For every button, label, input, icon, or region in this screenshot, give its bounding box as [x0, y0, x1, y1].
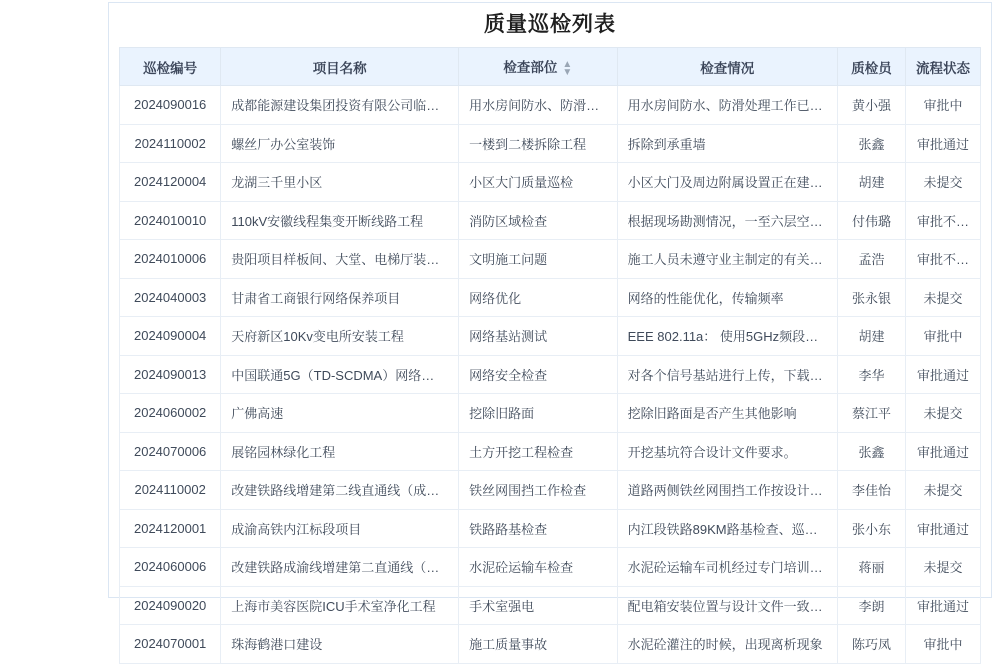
cell-code[interactable]: 2024070006: [120, 432, 221, 471]
cell-code[interactable]: 2024070001: [120, 625, 221, 664]
table-row[interactable]: [120, 86, 981, 125]
column-header-detail-label: 检查情况: [700, 60, 755, 76]
cell-inspector: 胡建: [837, 317, 905, 356]
cell-project[interactable]: 广佛高速: [221, 394, 459, 433]
cell-project[interactable]: 改建铁路成渝线增建第二直通线（…: [221, 548, 459, 587]
cell-detail: 对各个信号基站进行上传，下载…: [617, 355, 837, 394]
cell-project[interactable]: 成渝高铁内江标段项目: [221, 509, 459, 548]
cell-project[interactable]: 贵阳项目样板间、大堂、电梯厅装…: [221, 240, 459, 279]
column-header-code-label: 巡检编号: [143, 60, 198, 76]
cell-part: 小区大门质量巡检: [459, 163, 618, 202]
cell-part: 网络优化: [459, 278, 618, 317]
cell-project[interactable]: 110kV安徽线程集变开断线路工程: [221, 201, 459, 240]
cell-part: 文明施工问题: [459, 240, 618, 279]
table-row[interactable]: [120, 432, 981, 471]
cell-project[interactable]: 上海市美容医院ICU手术室净化工程: [221, 586, 459, 625]
cell-inspector: 李佳怡: [837, 471, 905, 510]
table-row[interactable]: [120, 471, 981, 510]
status-badge: 未提交: [906, 278, 981, 317]
column-header-project[interactable]: [221, 48, 459, 86]
cell-inspector: 张永银: [837, 278, 905, 317]
cell-project[interactable]: 中国联通5G（TD-SCDMA）网络…: [221, 355, 459, 394]
cell-code[interactable]: 2024090016: [120, 86, 221, 125]
cell-inspector: 黄小强: [837, 86, 905, 125]
cell-project[interactable]: 成都能源建设集团投资有限公司临…: [221, 86, 459, 125]
status-badge: 审批通过: [906, 586, 981, 625]
cell-project[interactable]: 展铭园林绿化工程: [221, 432, 459, 471]
table-row[interactable]: [120, 355, 981, 394]
cell-detail: 道路两侧铁丝网围挡工作按设计…: [617, 471, 837, 510]
column-header-inspector-label: 质检员: [851, 60, 892, 76]
cell-part: 水泥砼运输车检查: [459, 548, 618, 587]
table-body: [120, 86, 981, 664]
column-header-status[interactable]: [906, 48, 981, 86]
cell-part: 施工质量事故: [459, 625, 618, 664]
cell-project[interactable]: 龙湖三千里小区: [221, 163, 459, 202]
cell-part: 一楼到二楼拆除工程: [459, 124, 618, 163]
cell-project[interactable]: 螺丝厂办公室装饰: [221, 124, 459, 163]
cell-inspector: 李华: [837, 355, 905, 394]
column-header-status-label: 流程状态: [916, 60, 971, 76]
table-row[interactable]: [120, 586, 981, 625]
cell-detail: 水泥砼运输车司机经过专门培训…: [617, 548, 837, 587]
cell-code[interactable]: 2024120004: [120, 163, 221, 202]
cell-detail: 挖除旧路面是否产生其他影响: [617, 394, 837, 433]
status-badge: 审批中: [906, 317, 981, 356]
cell-inspector: 张小东: [837, 509, 905, 548]
cell-part: 消防区域检查: [459, 201, 618, 240]
cell-code[interactable]: 2024060006: [120, 548, 221, 587]
quality-inspection-table: [119, 47, 981, 664]
cell-inspector: 孟浩: [837, 240, 905, 279]
table-row[interactable]: [120, 548, 981, 587]
column-header-part-label: 检查部位: [503, 60, 558, 76]
status-badge: 审批通过: [906, 124, 981, 163]
column-header-code[interactable]: [120, 48, 221, 86]
cell-part: 网络基站测试: [459, 317, 618, 356]
cell-code[interactable]: 2024090020: [120, 586, 221, 625]
cell-code[interactable]: 2024090004: [120, 317, 221, 356]
cell-detail: EEE 802.11a： 使用5GHz频段…: [617, 317, 837, 356]
status-badge: 未提交: [906, 394, 981, 433]
status-badge: 审批通过: [906, 432, 981, 471]
status-badge: 审批中: [906, 86, 981, 125]
table-row[interactable]: [120, 278, 981, 317]
cell-code[interactable]: 2024010006: [120, 240, 221, 279]
table-header-row: [120, 48, 981, 86]
cell-code[interactable]: 2024110002: [120, 124, 221, 163]
cell-part: 土方开挖工程检查: [459, 432, 618, 471]
page-title: 质量巡检列表: [484, 13, 616, 36]
column-header-detail[interactable]: [617, 48, 837, 86]
column-header-part[interactable]: [459, 48, 618, 86]
cell-inspector: 胡建: [837, 163, 905, 202]
cell-inspector: 蒋丽: [837, 548, 905, 587]
cell-detail: 拆除到承重墙: [617, 124, 837, 163]
cell-detail: 网络的性能优化，传输频率: [617, 278, 837, 317]
cell-inspector: 陈巧凤: [837, 625, 905, 664]
table-row[interactable]: [120, 509, 981, 548]
cell-part: 铁路路基检查: [459, 509, 618, 548]
cell-inspector: 张鑫: [837, 124, 905, 163]
status-badge: 未提交: [906, 548, 981, 587]
cell-inspector: 张鑫: [837, 432, 905, 471]
cell-part: 手术室强电: [459, 586, 618, 625]
cell-detail: 用水房间防水、防滑处理工作已…: [617, 86, 837, 125]
cell-detail: 开挖基坑符合设计文件要求。: [617, 432, 837, 471]
cell-detail: 施工人员未遵守业主制定的有关…: [617, 240, 837, 279]
cell-part: 铁丝网围挡工作检查: [459, 471, 618, 510]
table-row[interactable]: [120, 625, 981, 664]
status-badge: 未提交: [906, 471, 981, 510]
cell-project[interactable]: 天府新区10Kv变电所安装工程: [221, 317, 459, 356]
cell-project[interactable]: 甘肃省工商银行网络保养项目: [221, 278, 459, 317]
table-row[interactable]: [120, 124, 981, 163]
status-badge: 审批中: [906, 625, 981, 664]
cell-detail: 内江段铁路89KM路基检查、巡…: [617, 509, 837, 548]
status-badge: 审批不…: [906, 240, 981, 279]
cell-detail: 根据现场勘测情况，一至六层空…: [617, 201, 837, 240]
cell-project[interactable]: 珠海鹤港口建设: [221, 625, 459, 664]
cell-code[interactable]: 2024090013: [120, 355, 221, 394]
sort-icon[interactable]: ▲ ▼: [562, 58, 573, 78]
status-badge: 未提交: [906, 163, 981, 202]
status-badge: 审批不…: [906, 201, 981, 240]
cell-project[interactable]: 改建铁路线增建第二线直通线（成…: [221, 471, 459, 510]
table-row[interactable]: [120, 394, 981, 433]
column-header-inspector[interactable]: [837, 48, 905, 86]
table-row[interactable]: [120, 317, 981, 356]
cell-part: 挖除旧路面: [459, 394, 618, 433]
table-row[interactable]: [120, 163, 981, 202]
table-row[interactable]: [120, 240, 981, 279]
cell-detail: 水泥砼灌注的时候，出现离析现象: [617, 625, 837, 664]
table-row[interactable]: [120, 201, 981, 240]
cell-detail: 小区大门及周边附属设置正在建…: [617, 163, 837, 202]
cell-inspector: 蔡江平: [837, 394, 905, 433]
cell-inspector: 李朗: [837, 586, 905, 625]
cell-inspector: 付伟璐: [837, 201, 905, 240]
table-header: [120, 48, 981, 86]
quality-inspection-panel: [108, 2, 992, 653]
status-badge: 审批通过: [906, 509, 981, 548]
cell-code[interactable]: 2024010010: [120, 201, 221, 240]
status-badge: 审批通过: [906, 355, 981, 394]
cell-code[interactable]: 2024120001: [120, 509, 221, 548]
cell-code[interactable]: 2024110002: [120, 471, 221, 510]
cell-detail: 配电箱安装位置与设计文件一致…: [617, 586, 837, 625]
cell-code[interactable]: 2024060002: [120, 394, 221, 433]
column-header-project-label: 项目名称: [312, 60, 367, 76]
cell-code[interactable]: 2024040003: [120, 278, 221, 317]
cell-part: 网络安全检查: [459, 355, 618, 394]
cell-part: 用水房间防水、防滑…: [459, 86, 618, 125]
